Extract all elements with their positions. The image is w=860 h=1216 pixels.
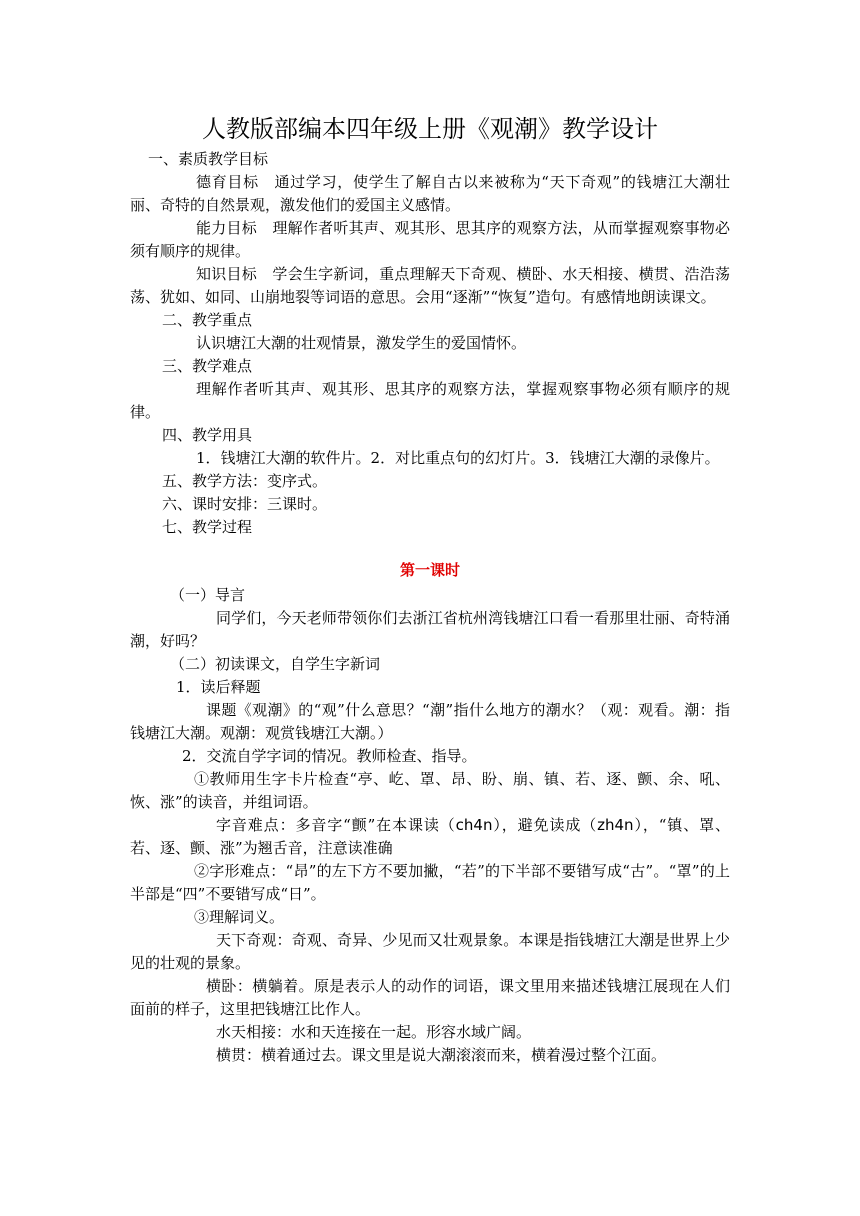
paragraph: 课题《观潮》的“观”什么意思？“潮”指什么地方的潮水？（观：观看。潮：指钱塘江大潮。观潮：观赏钱塘江大潮。）: [130, 701, 730, 742]
section-heading: 六、课时安排：三课时。: [162, 495, 328, 513]
section-heading: 七、教学过程: [162, 518, 253, 536]
pinyin-text: ch4n: [455, 816, 493, 834]
paragraph: ①教师用生字卡片检查“亭、屹、罩、昂、盼、崩、镇、若、逐、颤、余、吼、恢、涨”的读音，并组词语。: [130, 770, 730, 811]
subsection-heading: （一）导言: [170, 586, 246, 604]
section-heading: 三、教学难点: [162, 357, 253, 375]
subsection-heading: 2．交流自学字词的情况。教师检查、指导。: [182, 747, 477, 765]
lesson-heading: 第一课时: [399, 561, 460, 579]
document-body: [130, 148, 730, 1067]
paragraph: 横卧：横躺着。原是表示人的动作的词语，课文里用来描述钱塘江展现在人们面前的样子，这里把钱塘江比作人。: [130, 977, 730, 1018]
text-segment: ），“镇、罩、若、逐、颤、涨”为翘舌音，注意读准确: [130, 816, 730, 857]
paragraph: 水天相接：水和天连接在一起。形容水域广阔。: [216, 1023, 532, 1041]
paragraph: ③理解词义。: [194, 908, 285, 926]
subsection-heading: 1．读后释题: [176, 678, 261, 696]
paragraph: 1．钱塘江大潮的软件片。2．对比重点句的幻灯片。3．钱塘江大潮的录像片。: [196, 449, 720, 467]
section-heading: 四、教学用具: [162, 426, 253, 444]
paragraph: 德育目标 通过学习，使学生了解自古以来被称为“天下奇观”的钱塘江大潮壮丽、奇特的自然景观，激发他们的爱国主义感情。: [130, 173, 730, 214]
paragraph: 认识塘江大潮的壮观情景，激发学生的爱国情怀。: [196, 334, 527, 352]
paragraph: 知识目标 学会生字新词，重点理解天下奇观、横卧、水天相接、横贯、浩浩荡荡、犹如、如同、山崩地裂等词语的意思。会用“逐渐”“恢复”造句。有感情地朗读课文。: [130, 265, 730, 306]
section-heading: 一、素质教学目标: [148, 150, 269, 168]
paragraph: [130, 814, 730, 860]
subsection-heading: （二）初读课文，自学生字新词: [170, 655, 381, 673]
pinyin-text: zh4n: [597, 816, 634, 834]
section-heading: 二、教学重点: [162, 311, 253, 329]
paragraph: 横贯：横着通过去。课文里是说大潮滚滚而来，横着漫过整个江面。: [216, 1046, 667, 1064]
text-segment: 字音难点：多音字“颤”在本课读（: [216, 816, 456, 834]
document-title: 人教版部编本四年级上册《观潮》教学设计: [202, 115, 658, 143]
paragraph: 能力目标 理解作者听其声、观其形、思其序的观察方法，从而掌握观察事物必须有顺序的规律。: [130, 219, 730, 260]
paragraph: ②字形难点：“昂”的左下方不要加撇，“若”的下半部不要错写成“古”。“罩”的上半部是“四”不要错写成“日”。: [130, 862, 730, 903]
paragraph: 天下奇观：奇观、奇异、少见而又壮观景象。本课是指钱塘江大潮是世界上少见的壮观的景象。: [130, 931, 730, 972]
paragraph: 同学们，今天老师带领你们去浙江省杭州湾钱塘江口看一看那里壮丽、奇特涌潮，好吗？: [130, 609, 730, 650]
text-segment: ），避免读成（: [492, 816, 598, 834]
section-heading: 五、教学方法：变序式。: [162, 472, 328, 490]
paragraph: 理解作者听其声、观其形、思其序的观察方法，掌握观察事物必须有顺序的规律。: [130, 380, 730, 421]
